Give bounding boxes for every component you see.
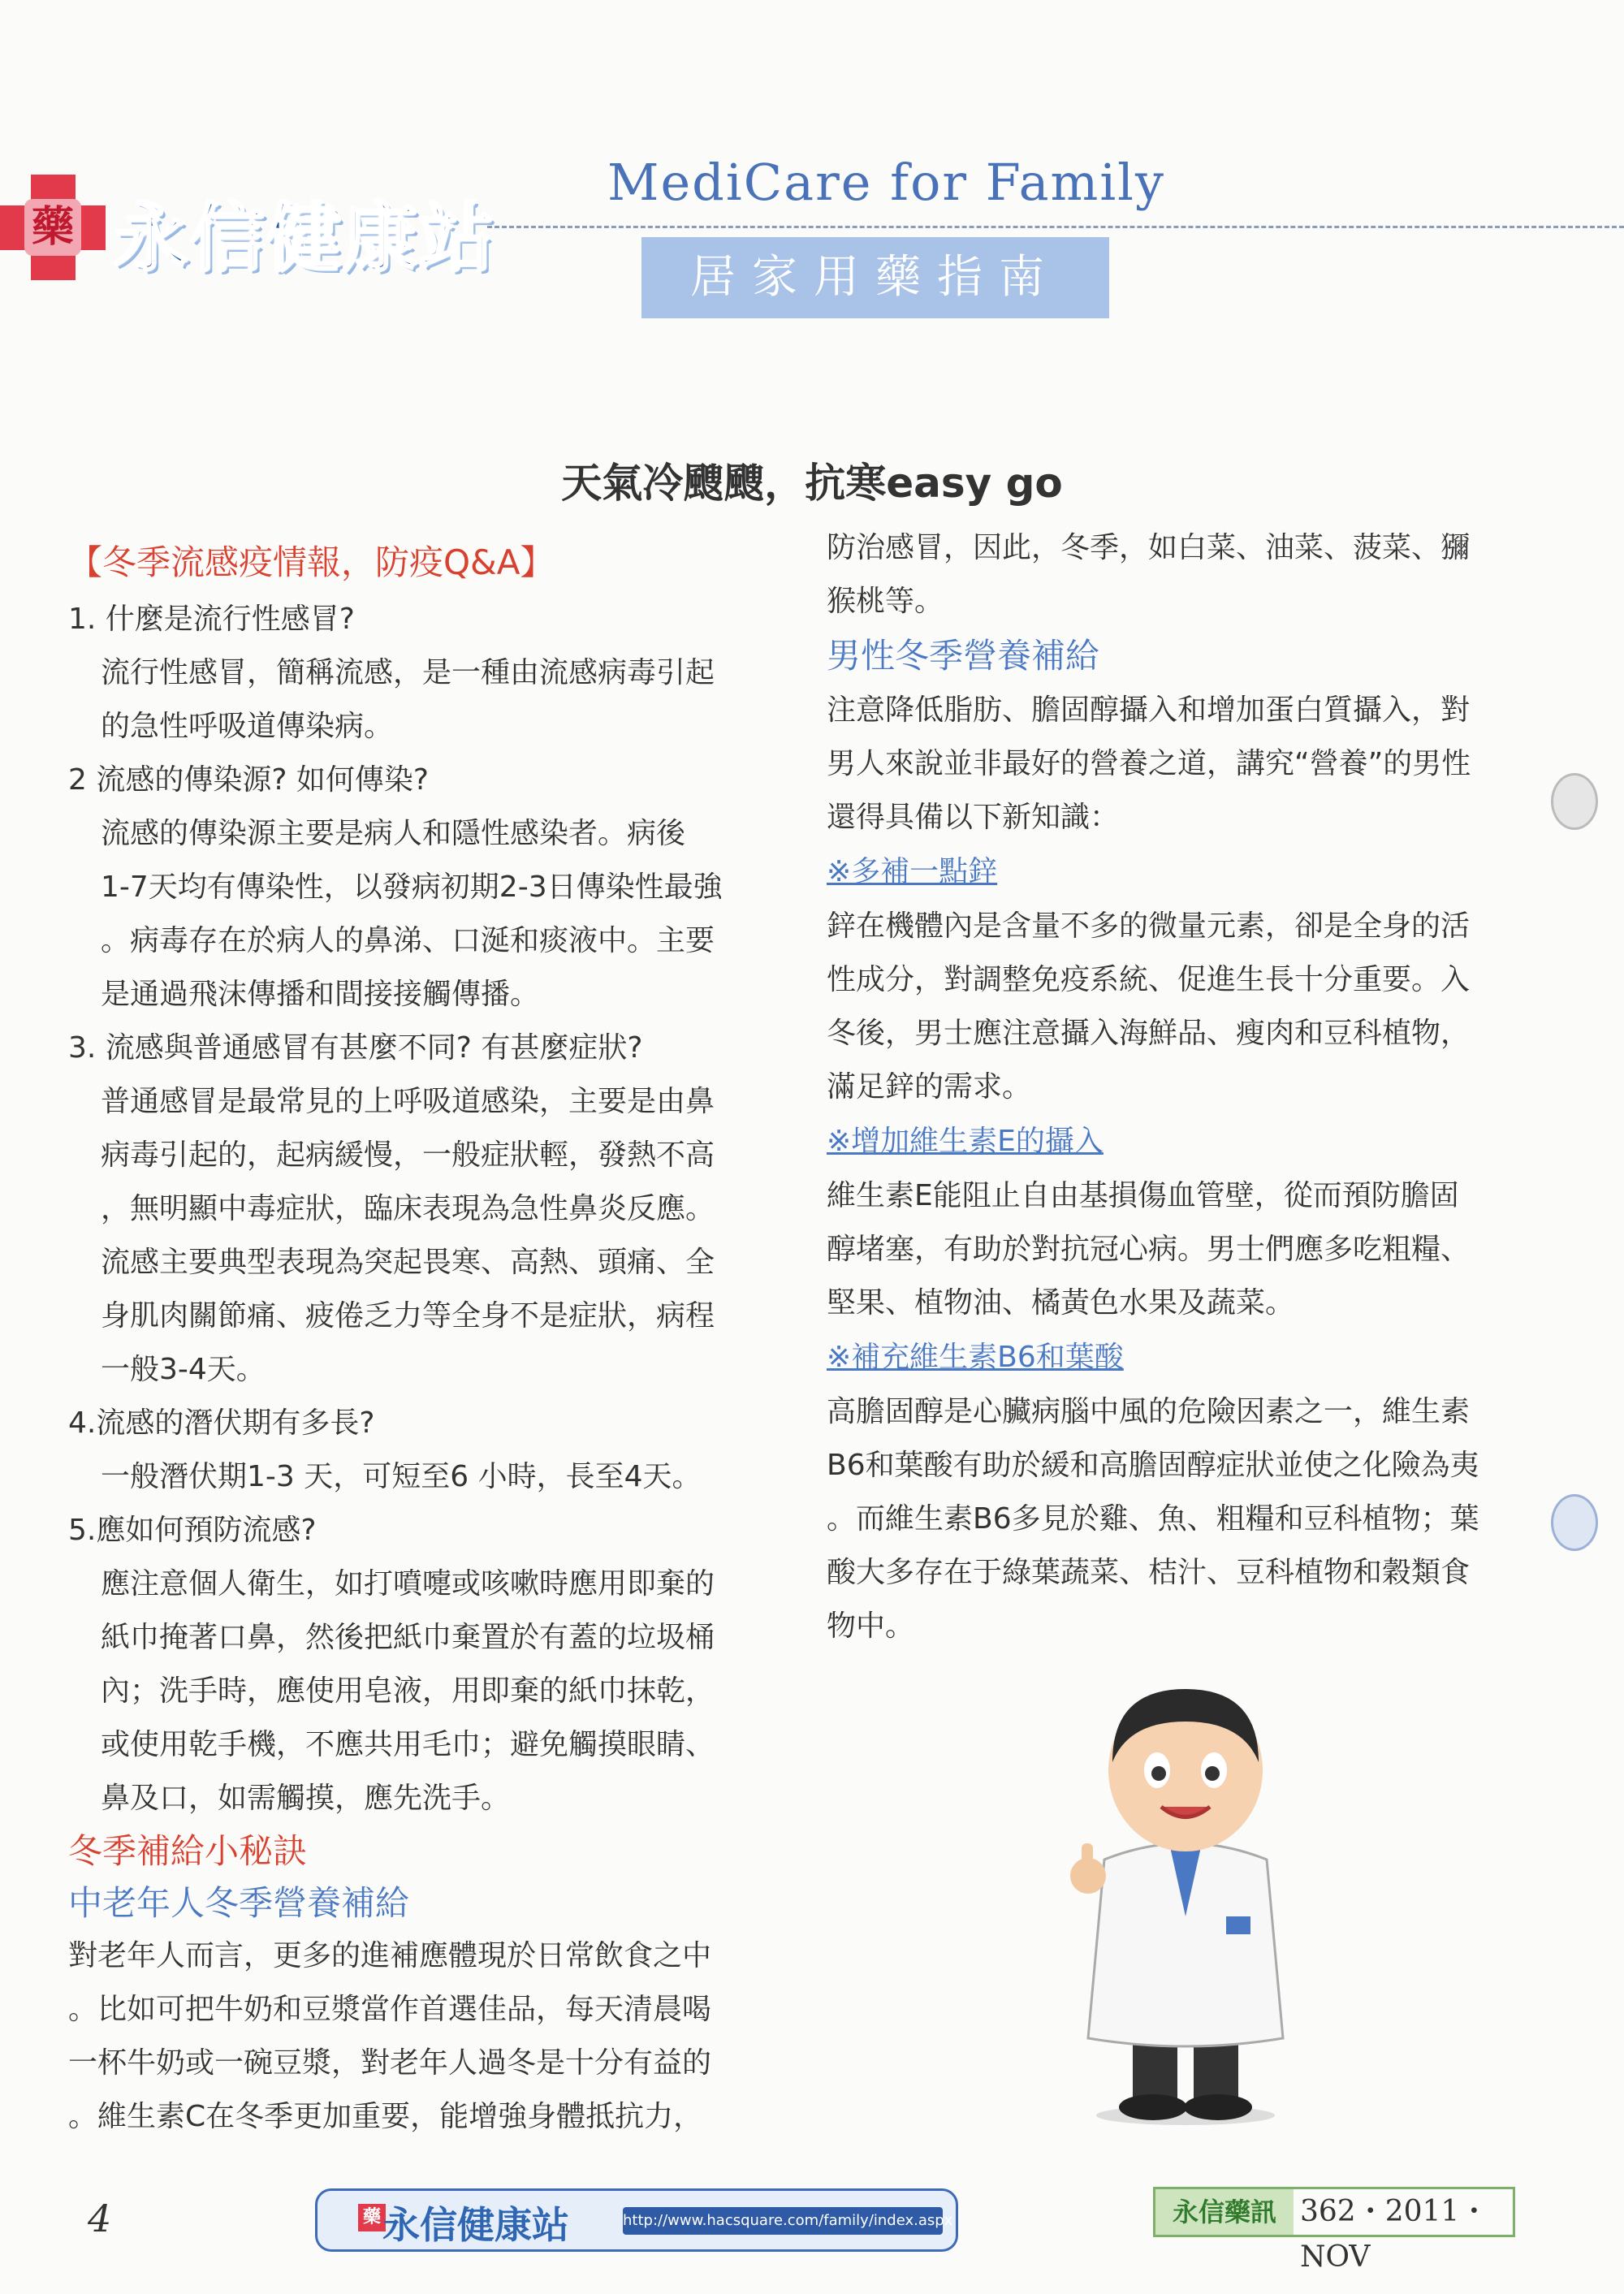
footer-logo-text: 永信健康站 [382,2203,569,2247]
text-line: 。而維生素B6多見於雞、魚、粗糧和豆科植物；葉 [827,1502,1479,1536]
b6-heading: ※補充維生素B6和葉酸 [827,1341,1124,1374]
text-line: 堅果、植物油、橘黃色水果及蔬菜。 [827,1286,1295,1320]
text-line: 醇堵塞，有助於對抗冠心病。男士們應多吃粗糧、 [827,1233,1471,1266]
header-tagline: MediCare for Family [607,153,1166,212]
zinc-heading: ※多補一點鋅 [827,855,998,888]
article-title: 天氣冷颼颼，抗寒easy go [561,460,1063,507]
text-line: 對老年人而言，更多的進補應體現於日常飲食之中 [68,1939,712,1972]
text-line: 。比如可把牛奶和豆漿當作首選佳品，每天清晨喝 [68,1993,712,2026]
text-line: 一般潛伏期1-3 天，可短至6 小時，長至4天。 [101,1460,702,1493]
text-line: 的急性呼吸道傳染病。 [101,710,394,743]
male-heading: 男性冬季營養補給 [827,636,1100,676]
text-line: B6和葉酸有助於緩和高膽固醇症狀並使之化險為夷 [827,1449,1479,1482]
text-line: 內；洗手時，應使用皂液，用即棄的紙巾抹乾， [101,1674,715,1708]
issue-badge [1153,2187,1515,2274]
text-line: 還得具備以下新知識： [827,801,1120,834]
text-line: 注意降低脂肪、膽固醇攝入和增加蛋白質攝入，對 [827,693,1471,727]
text-line: 2 流感的傳染源? 如何傳染? [68,763,430,797]
issue-label: 永信藥訊 [1155,2189,1294,2235]
text-line: 病毒引起的，起病緩慢，一般症狀輕，發熱不高 [101,1138,715,1172]
page-edge-marker-icon [1551,773,1598,830]
logo-cross-icon [0,175,106,280]
text-line: 一般3-4天。 [101,1353,266,1386]
footer-url[interactable]: http://www.hacsquare.com/family/index.aspx [623,2207,943,2235]
logo-text: 永信健康站 [114,195,496,282]
elderly-heading: 中老年人冬季營養補給 [68,1883,410,1923]
text-line: 高膽固醇是心臟病腦中風的危險因素之一，維生素 [827,1395,1471,1428]
section-label: 居家用藥指南 [641,237,1109,318]
text-line: 一杯牛奶或一碗豆漿，對老年人過冬是十分有益的 [68,2046,712,2080]
logo-char: 藥 [24,199,81,256]
text-line: 或使用乾手機，不應共用毛巾；避免觸摸眼睛、 [101,1728,715,1761]
text-line: 1-7天均有傳染性，以發病初期2-3日傳染性最強 [101,871,723,904]
text-line: 是通過飛沫傳播和間接接觸傳播。 [101,978,540,1011]
text-line: 物中。 [827,1609,915,1643]
text-line: ，無明顯中毒症狀，臨床表現為急性鼻炎反應。 [101,1192,715,1225]
text-line: 應注意個人衛生，如打噴嚏或咳嗽時應用即棄的 [101,1567,715,1601]
text-line: 男人來說並非最好的營養之道，講究“營養”的男性 [827,747,1471,780]
text-line: 1. 什麼是流行性感冒? [68,603,355,636]
text-line: 。維生素C在冬季更加重要，能增強身體抵抗力， [68,2100,703,2133]
text-line: 4.流感的潛伏期有多長? [68,1406,375,1440]
text-line: 。病毒存在於病人的鼻涕、口涎和痰液中。主要 [101,924,715,957]
text-line: 3. 流感與普通感冒有甚麼不同? 有甚麼症狀? [68,1031,643,1065]
text-line: 猴桃等。 [827,585,944,618]
right-column [827,521,1541,1653]
text-line: 冬後，男士應注意攝入海鮮品、瘦肉和豆科植物， [827,1017,1471,1050]
text-line: 維生素E能阻止自由基損傷血管壁，從而預防膽固 [827,1179,1459,1212]
text-line: 鼻及口，如需觸摸，應先洗手。 [101,1782,511,1815]
winter-tips-heading: 冬季補給小秘訣 [68,1831,308,1871]
header-divider [487,226,1624,228]
text-line: 流感的傳染源主要是病人和隱性感染者。病後 [101,817,686,850]
text-line: 5.應如何預防流感? [68,1514,317,1547]
page-edge-marker-icon [1551,1494,1598,1551]
text-line: 酸大多存在于綠葉蔬菜、桔汁、豆科植物和穀類食 [827,1556,1471,1589]
vitamin-e-heading: ※增加維生素E的攝入 [827,1125,1104,1158]
left-column [68,536,799,2144]
text-line: 紙巾掩著口鼻，然後把紙巾棄置於有蓋的垃圾桶 [101,1621,715,1654]
text-line: 鋅在機體內是含量不多的微量元素，卻是全身的活 [827,909,1471,943]
doctor-mascot-illustration [1056,1673,1315,2128]
issue-info: 362・2011・NOV [1300,2195,1489,2274]
footer-cross-icon: 藥 [358,2204,386,2231]
qa-heading: 【冬季流感疫情報，防疫Q&A】 [68,542,555,582]
text-line: 滿足鋅的需求。 [827,1070,1032,1104]
text-line: 性成分，對調整免疫系統、促進生長十分重要。入 [827,963,1471,996]
footer-banner [315,2188,958,2252]
text-line: 流行性感冒，簡稱流感，是一種由流感病毒引起 [101,656,715,689]
text-line: 身肌肉關節痛、疲倦乏力等全身不是症狀，病程 [101,1299,715,1333]
page-number: 4 [88,2197,112,2240]
text-line: 流感主要典型表現為突起畏寒、高熱、頭痛、全 [101,1246,715,1279]
text-line: 防治感冒，因此，冬季，如白菜、油菜、菠菜、獼 [827,531,1471,564]
text-line: 普通感冒是最常見的上呼吸道感染，主要是由鼻 [101,1085,715,1118]
